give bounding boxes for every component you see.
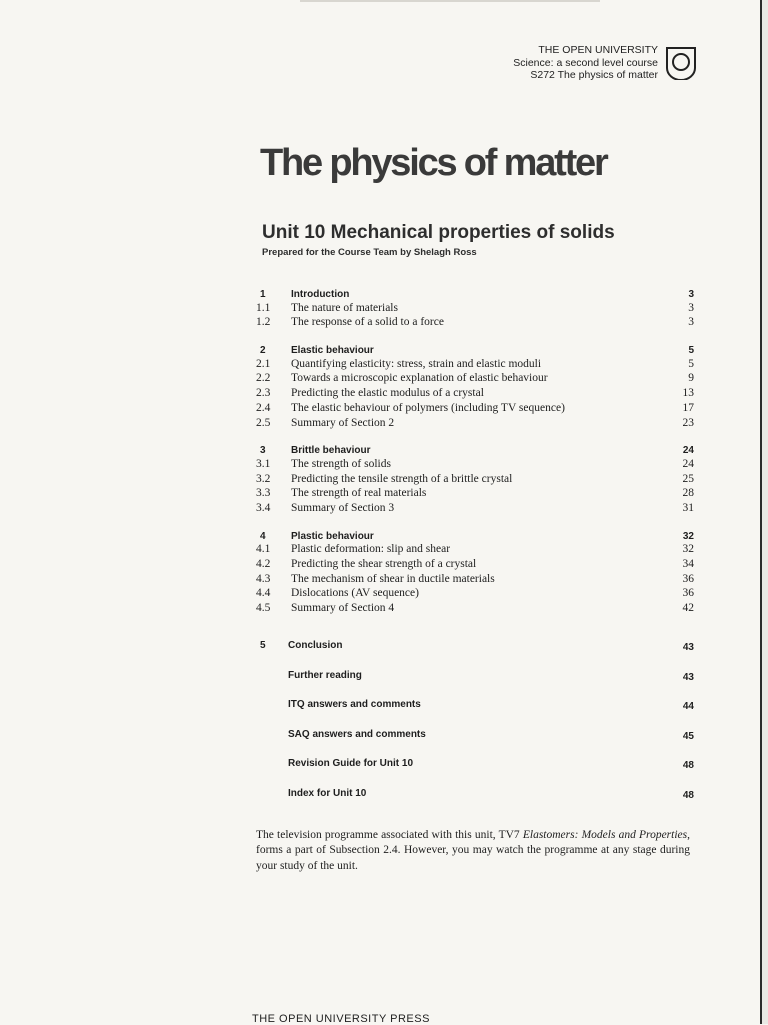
toc-number: 4.4	[256, 587, 271, 600]
toc-number: 5	[260, 640, 266, 651]
open-university-logo-icon	[664, 46, 698, 80]
tv-programme-note	[256, 828, 690, 875]
toc-label: SAQ answers and comments	[288, 728, 426, 740]
toc-number: 4.5	[256, 602, 271, 615]
toc-number: 2.2	[256, 372, 271, 385]
toc-label: Predicting the tensile strength of a brittle crystal	[291, 472, 513, 485]
publisher-header	[513, 44, 658, 82]
toc-entry	[256, 602, 694, 617]
toc-page: 31	[682, 501, 694, 514]
toc-page: 3	[688, 289, 694, 300]
toc-page: 44	[682, 701, 694, 713]
toc-entry	[256, 558, 694, 573]
header-line-1: THE OPEN UNIVERSITY	[538, 44, 658, 56]
toc-page: 43	[682, 642, 694, 653]
toc-label: Revision Guide for Unit 10	[288, 758, 414, 770]
toc-number: 2.4	[256, 401, 271, 414]
toc-entry	[256, 387, 694, 402]
toc-entry	[256, 587, 694, 602]
toc-page: 48	[682, 760, 694, 772]
toc-number: 3.2	[256, 472, 271, 485]
toc-page: 5	[688, 357, 694, 370]
toc-entry	[256, 402, 694, 417]
toc-label: Conclusion	[288, 640, 343, 651]
toc-page: 24	[682, 457, 694, 470]
toc-entry	[256, 487, 694, 502]
toc-label: Elastic behaviour	[291, 345, 374, 357]
toc-label: The response of a solid to a force	[291, 316, 444, 329]
toc-label: The elastic behaviour of polymers (including TV sequence)	[291, 401, 565, 414]
toc-label: Summary of Section 2	[291, 416, 395, 429]
toc-number: 4.3	[256, 572, 271, 585]
toc-heading	[256, 758, 694, 788]
toc-entry	[256, 502, 694, 517]
toc-label: Further reading	[288, 669, 362, 681]
toc-entry	[256, 543, 694, 558]
toc-section-2	[256, 343, 694, 431]
toc-number: 3.1	[256, 457, 271, 470]
toc-label: Predicting the shear strength of a crystal	[291, 558, 477, 570]
toc-heading	[256, 287, 694, 302]
book-title: The physics of matter	[260, 142, 607, 184]
toc-label: Predicting the elastic modulus of a crystal	[291, 387, 484, 400]
toc-label: Plastic deformation: slip and shear	[291, 543, 451, 556]
toc-number: 1.1	[256, 301, 271, 314]
toc-label: Index for Unit 10	[288, 787, 367, 799]
toc-label: Summary of Section 4	[291, 602, 395, 615]
toc-heading	[256, 529, 694, 544]
toc-page: 28	[682, 487, 694, 500]
unit-title: Unit 10 Mechanical properties of solids	[262, 222, 615, 243]
toc-entry	[256, 473, 694, 488]
toc-page: 32	[682, 543, 694, 556]
toc-page: 5	[688, 345, 694, 357]
toc-page: 3	[688, 316, 694, 329]
toc-page: 36	[682, 572, 694, 585]
toc-page: 13	[682, 387, 694, 400]
toc-label: Towards a microscopic explanation of elastic behaviour	[291, 372, 548, 385]
publisher-footer: THE OPEN UNIVERSITY PRESS	[252, 1013, 430, 1025]
toc-page: 48	[682, 789, 694, 801]
toc-entry	[256, 372, 694, 387]
header-line-2: Science: a second level course	[513, 56, 658, 69]
toc-section-4	[256, 529, 694, 617]
toc-heading	[256, 729, 694, 759]
toc-number: 4.1	[256, 543, 271, 556]
top-rule	[300, 0, 600, 2]
toc-page: 34	[682, 558, 694, 570]
toc-label: Summary of Section 3	[291, 501, 395, 514]
programme-title: Elastomers: Models and Properties	[522, 828, 688, 841]
toc-page: 36	[682, 587, 694, 600]
toc-heading	[256, 343, 694, 358]
table-of-contents	[256, 287, 694, 629]
toc-entry	[256, 417, 694, 432]
page-edge	[754, 0, 768, 1024]
toc-label: The strength of solids	[291, 457, 391, 470]
note-text: , forms a part of Subsection 2.4. However, you may watch the programme at any stage during your study of the unit.	[256, 828, 691, 872]
toc-label: The mechanism of shear in ductile materials	[291, 572, 495, 585]
toc-entry	[256, 458, 694, 473]
toc-page: 9	[688, 372, 694, 385]
toc-page: 25	[682, 472, 694, 485]
toc-number: 1.2	[256, 316, 271, 329]
toc-section-3	[256, 443, 694, 516]
toc-label: Dislocations (AV sequence)	[291, 587, 419, 600]
toc-number: 3.3	[256, 487, 271, 500]
toc-number: 2.1	[256, 357, 271, 370]
toc-heading	[256, 443, 694, 458]
toc-page: 42	[682, 602, 694, 615]
toc-entry	[256, 316, 694, 331]
toc-page: 32	[682, 530, 694, 542]
toc-number: 4.2	[256, 558, 271, 570]
toc-heading	[256, 699, 694, 729]
toc-heading	[256, 670, 694, 700]
toc-entry	[256, 573, 694, 588]
toc-number: 2	[260, 345, 266, 357]
toc-back-matter	[256, 640, 694, 818]
note-text: The television programme associated with this unit, TV7	[256, 828, 523, 841]
toc-number: 2.5	[256, 416, 271, 429]
prepared-by: Prepared for the Course Team by Shelagh Ross	[262, 247, 477, 258]
toc-section-1	[256, 287, 694, 331]
toc-page: 17	[682, 401, 694, 414]
toc-page: 3	[688, 301, 694, 314]
toc-entry	[256, 358, 694, 373]
toc-label: Plastic behaviour	[291, 530, 374, 542]
toc-page: 24	[682, 445, 694, 457]
toc-page: 23	[682, 416, 694, 429]
toc-number: 4	[260, 530, 266, 542]
toc-label: Quantifying elasticity: stress, strain and elastic moduli	[291, 357, 542, 370]
toc-number: 3	[260, 445, 266, 457]
toc-label: The nature of materials	[291, 301, 398, 314]
toc-heading	[256, 640, 694, 670]
toc-label: The strength of real materials	[291, 487, 427, 500]
toc-number: 3.4	[256, 501, 271, 514]
toc-number: 2.3	[256, 387, 271, 400]
toc-entry	[256, 302, 694, 317]
header-line-3: S272 The physics of matter	[530, 69, 658, 81]
toc-label: Introduction	[291, 289, 350, 300]
toc-label: ITQ answers and comments	[288, 699, 421, 711]
toc-page: 43	[682, 671, 694, 683]
toc-page: 45	[682, 730, 694, 742]
toc-heading	[256, 788, 694, 818]
toc-number: 1	[260, 289, 266, 300]
toc-label: Brittle behaviour	[291, 445, 371, 457]
